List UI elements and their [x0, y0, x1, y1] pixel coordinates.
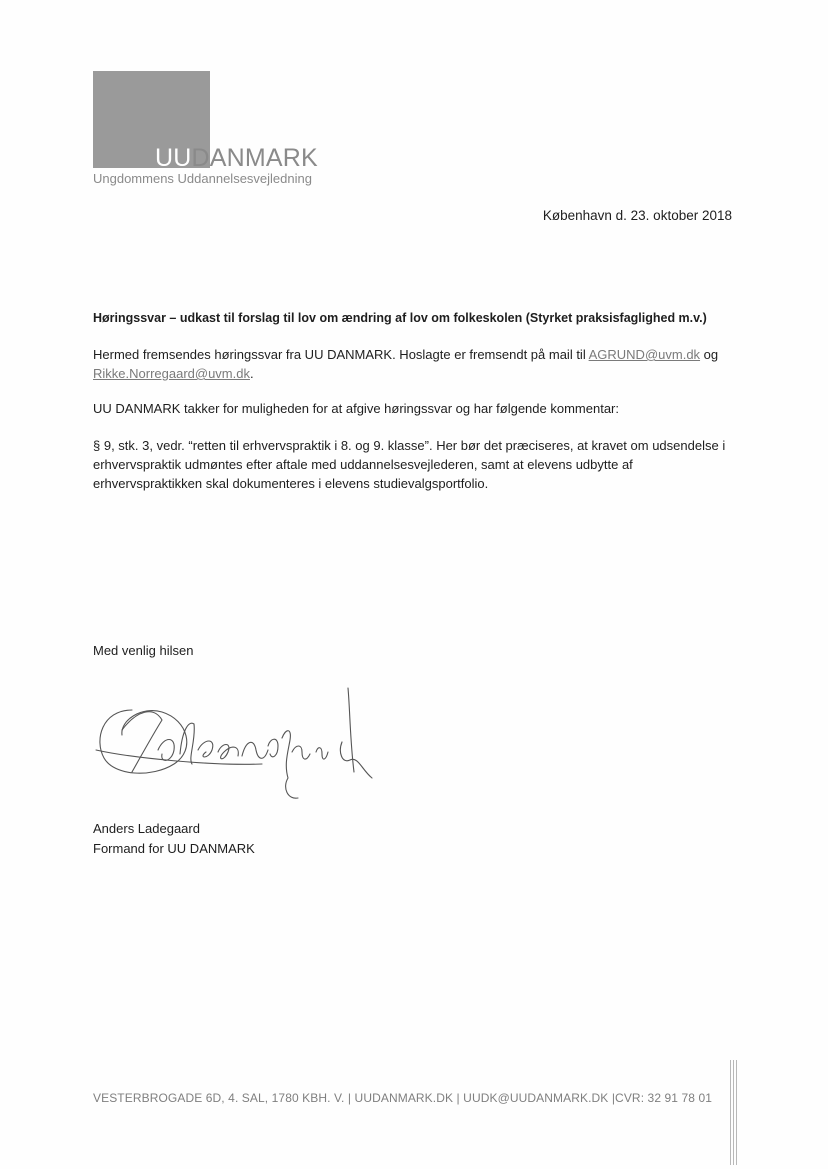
intro-end: .: [249, 366, 254, 381]
footer-rule: [733, 1060, 734, 1165]
footer-rule: [736, 1060, 737, 1165]
intro-conjunction: og: [700, 347, 719, 362]
logo-wordmark: [155, 144, 318, 172]
paragraph-comment: § 9, stk. 3, vedr. “retten til erhvervspraktik i 8. og 9. klasse”. Her bør det præciseres, at kravet om udsendelse i erhvervspraktik udmøntes efter aftale med uddannelsesvejlederen, samt at elevens udbytte af erhvervspraktikken skal dokumenteres i elevens studievalgsportfolio.: [93, 438, 726, 491]
signer-title: Formand for UU DANMARK: [93, 841, 255, 856]
email-link-agrund[interactable]: AGRUND@uvm.dk: [588, 347, 701, 362]
signer-name: Anders Ladegaard: [93, 821, 200, 836]
subject-line: Høringssvar – udkast til forslag til lov om ændring af lov om folkeskolen (Styrket praksisfaglighed m.v.): [93, 311, 707, 325]
paragraph-thanks: UU DANMARK takker for muligheden for at afgive høringssvar og har følgende kommentar:: [93, 401, 619, 416]
footer-address: VESTERBROGADE 6D, 4. SAL, 1780 KBH. V. | UUDANMARK.DK | UUDK@UUDANMARK.DK |CVR: 32 91 78 01: [93, 1091, 713, 1105]
signer-block: [93, 819, 255, 859]
paragraph-intro: [93, 345, 743, 383]
dateline: København d. 23. oktober 2018: [542, 208, 732, 223]
closing: Med venlig hilsen: [93, 643, 194, 658]
logo-uu: UU: [155, 144, 192, 172]
footer-rule: [730, 1060, 731, 1165]
signature: [92, 680, 392, 805]
logo-danmark: DANMARK: [191, 144, 318, 172]
email-link-rikke[interactable]: Rikke.Norregaard@uvm.dk: [93, 366, 250, 381]
intro-text: Hermed fremsendes høringssvar fra UU DANMARK. Hoslagte er fremsendt på mail til: [93, 347, 589, 362]
logo-tagline: Ungdommens Uddannelsesvejledning: [93, 171, 312, 186]
